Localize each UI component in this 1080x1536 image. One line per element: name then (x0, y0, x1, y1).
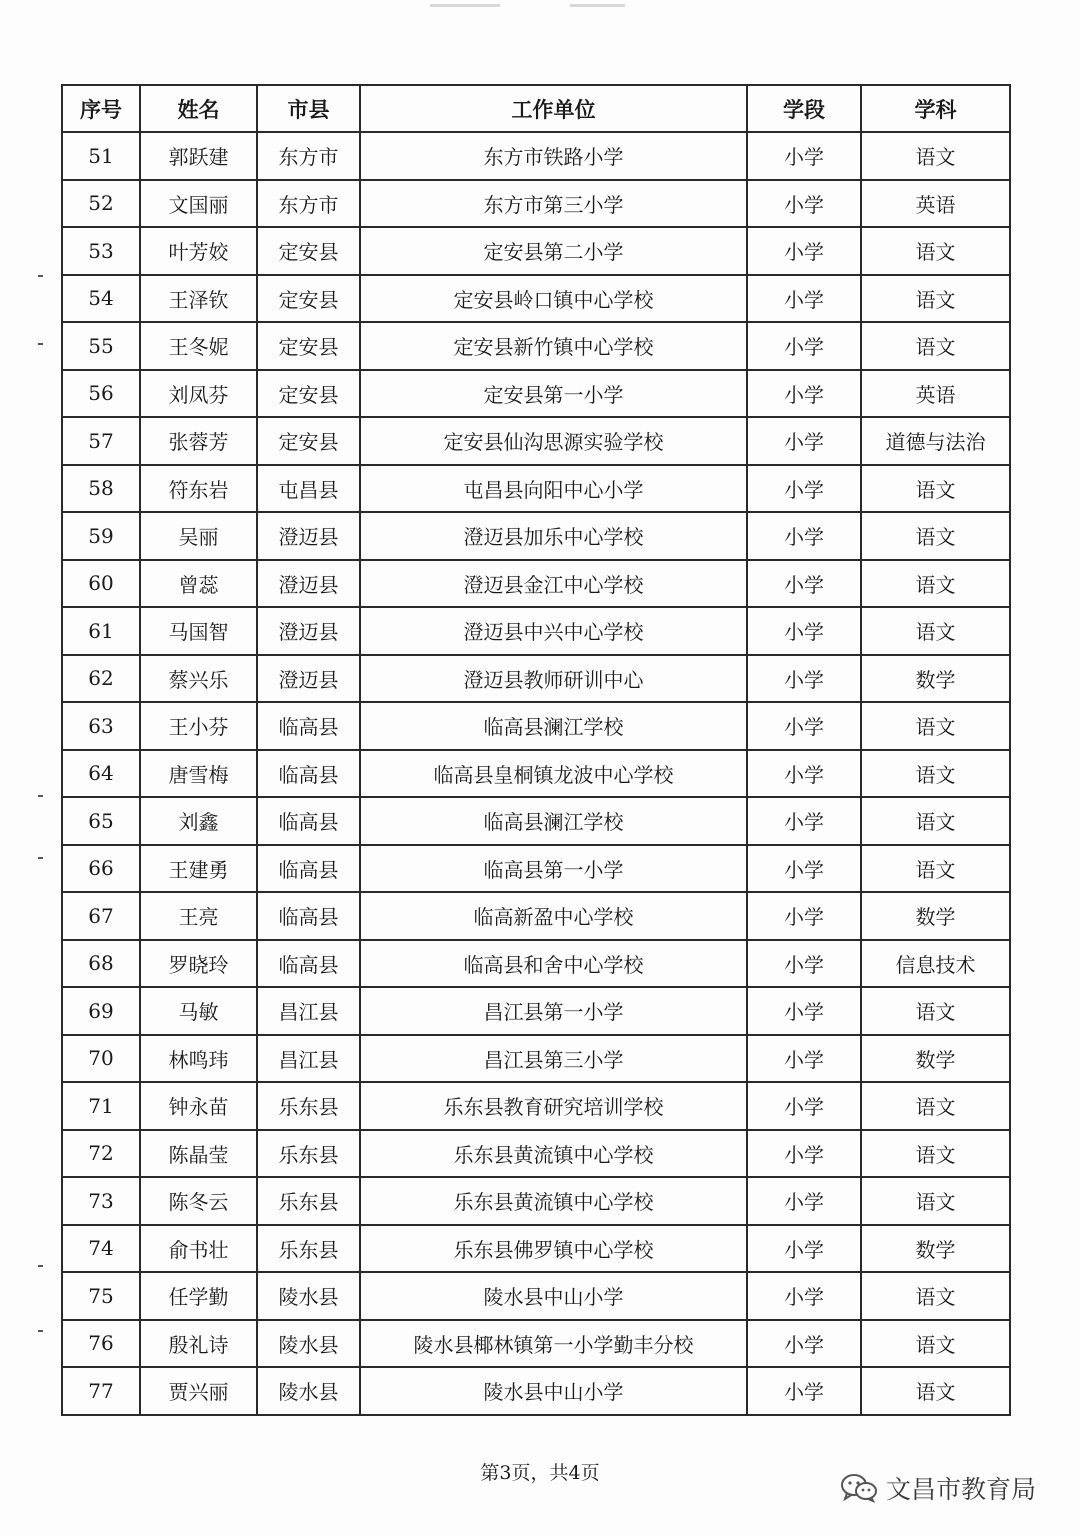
cell-subject: 语文 (861, 702, 1010, 750)
cell-name: 陈冬云 (140, 1177, 257, 1225)
cell-index: 68 (62, 940, 140, 988)
scan-artifacts (430, 2, 630, 8)
table-row (62, 275, 1010, 323)
cell-work-unit: 定安县第二小学 (360, 227, 747, 275)
cell-work-unit: 定安县新竹镇中心学校 (360, 322, 747, 370)
cell-name: 王小芬 (140, 702, 257, 750)
cell-index: 69 (62, 987, 140, 1035)
cell-school-stage: 小学 (747, 797, 861, 845)
cell-work-unit: 陵水县中山小学 (360, 1272, 747, 1320)
cell-city-county: 屯昌县 (257, 465, 360, 513)
cell-city-county: 澄迈县 (257, 512, 360, 560)
cell-index: 54 (62, 275, 140, 323)
cell-school-stage: 小学 (747, 1130, 861, 1178)
cell-index: 60 (62, 560, 140, 608)
cell-city-county: 东方市 (257, 180, 360, 228)
cell-city-county: 昌江县 (257, 987, 360, 1035)
cell-name: 蔡兴乐 (140, 655, 257, 703)
cell-city-county: 昌江县 (257, 1035, 360, 1083)
cell-index: 66 (62, 845, 140, 893)
table-row (62, 417, 1010, 465)
cell-city-county: 定安县 (257, 227, 360, 275)
cell-subject: 语文 (861, 845, 1010, 893)
cell-city-county: 乐东县 (257, 1225, 360, 1273)
cell-work-unit: 澄迈县加乐中心学校 (360, 512, 747, 560)
cell-name: 贾兴丽 (140, 1367, 257, 1415)
cell-name: 符东岩 (140, 465, 257, 513)
cell-index: 72 (62, 1130, 140, 1178)
cell-school-stage: 小学 (747, 655, 861, 703)
margin-mark (38, 795, 43, 797)
cell-subject: 语文 (861, 227, 1010, 275)
table-row (62, 227, 1010, 275)
cell-name: 曾蕊 (140, 560, 257, 608)
table-row (62, 465, 1010, 513)
cell-work-unit: 临高县澜江学校 (360, 797, 747, 845)
cell-subject: 数学 (861, 1035, 1010, 1083)
cell-work-unit: 澄迈县中兴中心学校 (360, 607, 747, 655)
cell-school-stage: 小学 (747, 1320, 861, 1368)
table-row (62, 607, 1010, 655)
cell-subject: 语文 (861, 512, 1010, 560)
cell-name: 吴丽 (140, 512, 257, 560)
cell-subject: 语文 (861, 750, 1010, 798)
cell-school-stage: 小学 (747, 1082, 861, 1130)
cell-index: 57 (62, 417, 140, 465)
cell-work-unit: 陵水县中山小学 (360, 1367, 747, 1415)
cell-work-unit: 昌江县第三小学 (360, 1035, 747, 1083)
cell-city-county: 东方市 (257, 132, 360, 180)
cell-work-unit: 乐东县黄流镇中心学校 (360, 1130, 747, 1178)
header-school-stage: 学段 (747, 85, 861, 132)
cell-school-stage: 小学 (747, 1367, 861, 1415)
cell-city-county: 澄迈县 (257, 607, 360, 655)
cell-city-county: 澄迈县 (257, 560, 360, 608)
cell-name: 叶芳姣 (140, 227, 257, 275)
cell-index: 73 (62, 1177, 140, 1225)
cell-work-unit: 澄迈县金江中心学校 (360, 560, 747, 608)
cell-city-county: 临高县 (257, 797, 360, 845)
cell-index: 71 (62, 1082, 140, 1130)
table-row (62, 750, 1010, 798)
cell-school-stage: 小学 (747, 132, 861, 180)
table-row (62, 512, 1010, 560)
cell-city-county: 定安县 (257, 275, 360, 323)
table-row (62, 845, 1010, 893)
cell-school-stage: 小学 (747, 227, 861, 275)
cell-work-unit: 东方市铁路小学 (360, 132, 747, 180)
cell-work-unit: 乐东县佛罗镇中心学校 (360, 1225, 747, 1273)
cell-index: 75 (62, 1272, 140, 1320)
cell-work-unit: 东方市第三小学 (360, 180, 747, 228)
cell-city-county: 乐东县 (257, 1130, 360, 1178)
header-city-county: 市县 (257, 85, 360, 132)
header-name: 姓名 (140, 85, 257, 132)
cell-name: 文国丽 (140, 180, 257, 228)
table-row (62, 1082, 1010, 1130)
cell-school-stage: 小学 (747, 845, 861, 893)
header-work-unit: 工作单位 (360, 85, 747, 132)
cell-city-county: 定安县 (257, 417, 360, 465)
cell-subject: 道德与法治 (861, 417, 1010, 465)
table-row (62, 1225, 1010, 1273)
cell-city-county: 陵水县 (257, 1367, 360, 1415)
cell-subject: 英语 (861, 180, 1010, 228)
cell-name: 钟永苗 (140, 1082, 257, 1130)
cell-work-unit: 临高县澜江学校 (360, 702, 747, 750)
cell-index: 53 (62, 227, 140, 275)
cell-city-county: 定安县 (257, 322, 360, 370)
header-index: 序号 (62, 85, 140, 132)
cell-subject: 语文 (861, 1272, 1010, 1320)
cell-name: 张蓉芳 (140, 417, 257, 465)
cell-school-stage: 小学 (747, 1035, 861, 1083)
cell-school-stage: 小学 (747, 1225, 861, 1273)
cell-school-stage: 小学 (747, 987, 861, 1035)
cell-work-unit: 乐东县教育研究培训学校 (360, 1082, 747, 1130)
cell-work-unit: 乐东县黄流镇中心学校 (360, 1177, 747, 1225)
cell-name: 王亮 (140, 892, 257, 940)
cell-index: 61 (62, 607, 140, 655)
cell-work-unit: 定安县仙沟思源实验学校 (360, 417, 747, 465)
cell-name: 陈晶莹 (140, 1130, 257, 1178)
cell-school-stage: 小学 (747, 1272, 861, 1320)
cell-index: 62 (62, 655, 140, 703)
cell-index: 59 (62, 512, 140, 560)
cell-city-county: 陵水县 (257, 1272, 360, 1320)
cell-city-county: 临高县 (257, 940, 360, 988)
cell-city-county: 临高县 (257, 750, 360, 798)
cell-subject: 信息技术 (861, 940, 1010, 988)
cell-index: 56 (62, 370, 140, 418)
cell-index: 52 (62, 180, 140, 228)
cell-name: 王泽钦 (140, 275, 257, 323)
cell-name: 王冬妮 (140, 322, 257, 370)
cell-school-stage: 小学 (747, 275, 861, 323)
cell-name: 林鸣玮 (140, 1035, 257, 1083)
cell-index: 77 (62, 1367, 140, 1415)
cell-work-unit: 临高新盈中心学校 (360, 892, 747, 940)
cell-city-county: 乐东县 (257, 1082, 360, 1130)
cell-school-stage: 小学 (747, 512, 861, 560)
cell-school-stage: 小学 (747, 940, 861, 988)
cell-city-county: 乐东县 (257, 1177, 360, 1225)
table-row (62, 987, 1010, 1035)
cell-index: 64 (62, 750, 140, 798)
page-number: 第3页，共4页 (480, 1462, 600, 1484)
cell-school-stage: 小学 (747, 607, 861, 655)
cell-work-unit: 定安县岭口镇中心学校 (360, 275, 747, 323)
cell-name: 王建勇 (140, 845, 257, 893)
cell-city-county: 临高县 (257, 892, 360, 940)
table-body (62, 132, 1010, 1415)
cell-work-unit: 临高县第一小学 (360, 845, 747, 893)
cell-index: 70 (62, 1035, 140, 1083)
cell-city-county: 定安县 (257, 370, 360, 418)
cell-name: 殷礼诗 (140, 1320, 257, 1368)
table-row (62, 180, 1010, 228)
cell-school-stage: 小学 (747, 370, 861, 418)
cell-name: 刘鑫 (140, 797, 257, 845)
cell-city-county: 临高县 (257, 845, 360, 893)
cell-city-county: 陵水县 (257, 1320, 360, 1368)
cell-subject: 数学 (861, 1225, 1010, 1273)
margin-mark (38, 1265, 43, 1267)
table-row (62, 940, 1010, 988)
table-row (62, 132, 1010, 180)
table-row (62, 370, 1010, 418)
cell-subject: 英语 (861, 370, 1010, 418)
table-row (62, 1272, 1010, 1320)
table-row (62, 1035, 1010, 1083)
cell-work-unit: 定安县第一小学 (360, 370, 747, 418)
cell-index: 51 (62, 132, 140, 180)
cell-subject: 数学 (861, 655, 1010, 703)
cell-name: 马国智 (140, 607, 257, 655)
cell-school-stage: 小学 (747, 180, 861, 228)
cell-name: 郭跃建 (140, 132, 257, 180)
cell-subject: 语文 (861, 560, 1010, 608)
cell-name: 俞书壮 (140, 1225, 257, 1273)
cell-subject: 语文 (861, 132, 1010, 180)
table-row (62, 1320, 1010, 1368)
cell-subject: 语文 (861, 1320, 1010, 1368)
cell-subject: 语文 (861, 1367, 1010, 1415)
table-row (62, 322, 1010, 370)
table-row (62, 560, 1010, 608)
cell-school-stage: 小学 (747, 322, 861, 370)
watermark (840, 1470, 1036, 1506)
cell-school-stage: 小学 (747, 892, 861, 940)
cell-name: 罗晓玲 (140, 940, 257, 988)
cell-name: 马敏 (140, 987, 257, 1035)
table-header-row (62, 85, 1010, 132)
cell-school-stage: 小学 (747, 1177, 861, 1225)
cell-subject: 语文 (861, 1082, 1010, 1130)
cell-index: 65 (62, 797, 140, 845)
cell-work-unit: 临高县皇桐镇龙波中心学校 (360, 750, 747, 798)
cell-subject: 数学 (861, 892, 1010, 940)
margin-mark (38, 857, 43, 859)
cell-subject: 语文 (861, 275, 1010, 323)
margin-mark (38, 275, 43, 277)
table-row (62, 892, 1010, 940)
cell-subject: 语文 (861, 607, 1010, 655)
cell-school-stage: 小学 (747, 702, 861, 750)
cell-index: 58 (62, 465, 140, 513)
margin-mark (38, 1330, 43, 1332)
cell-subject: 语文 (861, 465, 1010, 513)
table-row (62, 702, 1010, 750)
cell-work-unit: 陵水县椰林镇第一小学勤丰分校 (360, 1320, 747, 1368)
table-row (62, 655, 1010, 703)
cell-work-unit: 临高县和舍中心学校 (360, 940, 747, 988)
cell-subject: 语文 (861, 797, 1010, 845)
wechat-icon (840, 1473, 878, 1503)
cell-school-stage: 小学 (747, 465, 861, 513)
cell-index: 67 (62, 892, 140, 940)
watermark-text: 文昌市教育局 (886, 1475, 1037, 1504)
header-subject: 学科 (861, 85, 1010, 132)
cell-name: 唐雪梅 (140, 750, 257, 798)
cell-name: 刘凤芬 (140, 370, 257, 418)
cell-city-county: 澄迈县 (257, 655, 360, 703)
cell-work-unit: 屯昌县向阳中心小学 (360, 465, 747, 513)
cell-index: 76 (62, 1320, 140, 1368)
cell-subject: 语文 (861, 322, 1010, 370)
cell-work-unit: 澄迈县教师研训中心 (360, 655, 747, 703)
cell-work-unit: 昌江县第一小学 (360, 987, 747, 1035)
cell-subject: 语文 (861, 1130, 1010, 1178)
cell-name: 任学勤 (140, 1272, 257, 1320)
cell-subject: 语文 (861, 987, 1010, 1035)
table-row (62, 1367, 1010, 1415)
teacher-roster-table (61, 84, 1011, 1416)
cell-school-stage: 小学 (747, 560, 861, 608)
margin-mark (38, 343, 43, 345)
cell-city-county: 临高县 (257, 702, 360, 750)
cell-school-stage: 小学 (747, 417, 861, 465)
cell-index: 74 (62, 1225, 140, 1273)
cell-school-stage: 小学 (747, 750, 861, 798)
cell-subject: 语文 (861, 1177, 1010, 1225)
table-row (62, 1130, 1010, 1178)
table-row (62, 797, 1010, 845)
cell-index: 63 (62, 702, 140, 750)
table-row (62, 1177, 1010, 1225)
cell-index: 55 (62, 322, 140, 370)
